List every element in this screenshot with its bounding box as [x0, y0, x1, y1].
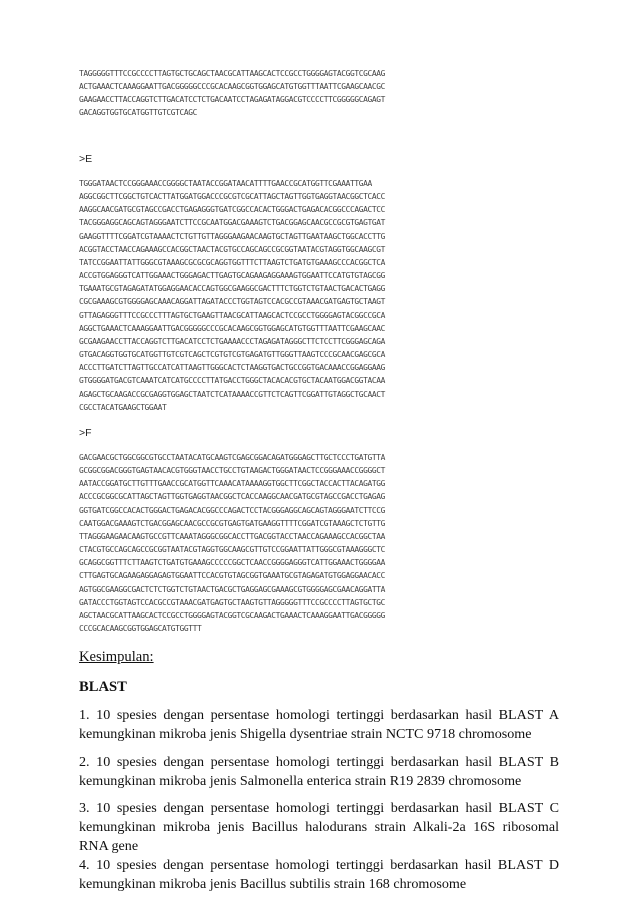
sequence-line: TACGGGAGGCAGCAGTAGGGAATCTTCCGCAATGGACGAAAGTCTGACGGAGCAACGCCGCGTGAGTGAT — [79, 218, 385, 228]
conclusion-item-4: 4. 10 spesies dengan persentase homologi tertinggi berdasarkan hasil BLAST D kemungkinan mikroba jenis Bacillus subtilis strain 168 chromosome — [79, 857, 559, 892]
sequence-line: ACGGTACCTAACCAGAAAGCCACGGCTAACTACGTGCCAGCAGCCGCGGTAATACGTAGGTGGCAAGCGT — [79, 244, 385, 254]
sequence-line: CGCGAAAGCGTGGGGAGCAAACAGGATTAGATACCCTGGTAGTCCACGCCGTAAACGATGAGTGCTAAGT — [79, 297, 385, 307]
sequence-line: GACGAACGCTGGCGGCGTGCCTAATACATGCAAGTCGAGCGGACAGATGGGAGCTTGCTCCCTGATGTTA — [79, 453, 385, 462]
conclusion-title: Kesimpulan: — [79, 649, 154, 665]
sequence-line: AGGCTGAAACTCAAAGGAATTGACGGGGGCCCGCACAAGCGGTGGAGCATGTGGTTTAATTCGAAGCAAC — [79, 323, 385, 333]
sequence-line: ACTGAAACTCAAAGGAATTGACGGGGGCCCGCACAAGCGGTGGAGCATGTGGTTTAATTCGAAGCAACGC — [79, 82, 385, 92]
sequence-line: TAGGGGGTTTCCGCCCCTTAGTGCTGCAGCTAACGCATTAAGCACTCCGCCTGGGGAGTACGGTCGCAAG — [79, 69, 385, 78]
section-f-header: >F — [79, 427, 92, 439]
conclusion-item-3: 3. 10 spesies dengan persentase homologi tertinggi berdasarkan hasil BLAST C kemungkinan mikroba jenis Bacillus halodurans strain Alkali-2a 16S ribosomal RNA gene — [79, 800, 559, 854]
sequence-line: GCGAAGAACCTTACCAGGTCTTGACATCCTCTGAAAACCCTAGAGATAGGGCTTCTCCTTCGGGAGCAGA — [79, 336, 385, 346]
sequence-line: CTACGTGCCAGCAGCCGCGGTAATACGTAGGTGGCAAGCGTTGTCCGGAATTATTGGGCGTAAAGGGCTC — [79, 545, 385, 555]
sequence-line: AGTGGCGAAGGCGACTCTCTGGTCTGTAACTGACGCTGAGGAGCGAAAGCGTGGGGAGCGAACAGGATTA — [79, 584, 385, 594]
sequence-line: AATACCGGATGCTTGTTTGAACCGCATGGTTCAAACATAAAAGGTGGCTTCGGCTACCACTTACAGATGG — [79, 479, 385, 489]
sequence-line: GAAGAACCTTACCAGGTCTTGACATCCTCTGACAATCCTAGAGATAGGACGTCCCCTTCGGGGGCAGAGT — [79, 95, 385, 105]
sequence-line: CCCGCACAAGCGGTGGAGCATGTGGTTT — [79, 624, 202, 634]
sequence-line: TATCCGGAATTATTGGGCGTAAAGCGCGCGCAGGTGGTTTCTTAAGTCTGATGTGAAAGCCCACGGCTCA — [79, 257, 385, 267]
sequence-line: GTTAGAGGGTTTCCGCCCTTTAGTGCTGAAGTTAACGCATTAAGCACTCCGCCTGGGGAGTACGGCCGCA — [79, 310, 385, 320]
blast-heading: BLAST — [79, 679, 127, 695]
conclusion-item-2: 2. 10 spesies dengan persentase homologi tertinggi berdasarkan hasil BLAST B kemungkinan mikroba jenis Salmonella enterica strain R19 2839 chromosome — [79, 754, 559, 789]
sequence-line: CAATGGACGAAAGTCTGACGGAGCAACGCCGCGTGAGTGATGAAGGTTTTCGGATCGTAAAGCTCTGTTG — [79, 518, 385, 528]
sequence-line: GTGGGGATGACGTCAAATCATCATGCCCCTTATGACCTGGGCTACACACGTGCTACAATGGACGGTACAA — [79, 376, 385, 386]
sequence-line: TGGGATAACTCCGGGAAACCGGGGCTAATACCGGATAACATTTTGAACCGCATGGTTCGAAATTGAA — [79, 179, 372, 188]
sequence-line: AGAGCTGCAAGACCGCGAGGTGGAGCTAATCTCATAAAACCGTTCTCAGTTCGGATTGTAGGCTGCAACT — [79, 389, 385, 399]
sequence-line: GCGGCGGACGGGTGAGTAACACGTGGGTAACCTGCCTGTAAGACTGGGATAACTCCGGGAAACCGGGGCT — [79, 466, 385, 476]
section-e-header: >E — [79, 153, 93, 165]
sequence-line: GAAGGTTTTCGGATCGTAAAACTCTGTTGTTAGGGAAGAACAAGTGCTAGTTGAATAAGCTGGCACCTTG — [79, 231, 385, 241]
sequence-line: ACCGTGGAGGGTCATTGGAAACTGGGAGACTTGAGTGCAGAAGAGGAAAGTGGAATTCCATGTGTAGCGG — [79, 271, 385, 281]
sequence-line: GATACCCTGGTAGTCCACGCCGTAAACGATGAGTGCTAAGTGTTAGGGGGTTTCCGCCCCTTAGTGCTGC — [79, 597, 385, 607]
sequence-line: AGGCGGCTTCGGCTGTCACTTATGGATGGACCCGCGTCGCATTAGCTAGTTGGTGAGGTAACGGCTCACC — [79, 192, 385, 202]
sequence-line: GTGACAGGTGGTGCATGGTTGTCGTCAGCTCGTGTCGTGAGATGTTGGGTTAAGTCCCGCAACGAGCGCA — [79, 350, 385, 360]
sequence-line: GGTGATCGGCCACACTGGGACTGAGACACGGCCCAGACTCCTACGGGAGGCAGCAGTAGGGAATCTTCCG — [79, 505, 385, 515]
sequence-line: ACCCGCGGCGCATTAGCTAGTTGGTGAGGTAACGGCTCACCAAGGCAACGATGCGTAGCCGACCTGAGAG — [79, 492, 385, 502]
sequence-line: ACCCTTGATCTTAGTTGCCATCATTAAGTTGGGCACTCTAAGGTGACTGCCGGTGACAAACCGGAGGAAG — [79, 363, 385, 373]
sequence-line: TTAGGGAAGAACAAGTGCCGTTCAAATAGGGCGGCACCTTGACGGTACCTAACCAGAAAGCCACGGCTAA — [79, 531, 385, 541]
sequence-line: CGCCTACATGAAGCTGGAAT — [79, 402, 167, 412]
sequence-block-e — [79, 177, 559, 414]
sequence-line: CTTGAGTGCAGAAGAGGAGAGTGGAATTCCACGTGTAGCGGTGAAATGCGTAGAGATGTGGAGGAACACC — [79, 571, 385, 581]
sequence-line: AAGGCAACGATGCGTAGCCGACCTGAGAGGGTGATCGGCCACACTGGGACTGAGACACGGCCCAGACTCC — [79, 205, 385, 215]
sequence-line: GACAGGTGGTGCATGGTTGTCGTCAGC — [79, 108, 198, 118]
sequence-line: TGAAATGCGTAGAGATATGGAGGAACACCAGTGGCGAAGGCGACTTTCTGGTCTGTAACTGACACTGAGG — [79, 284, 385, 294]
sequence-block-f — [79, 451, 559, 635]
conclusion-item-1: 1. 10 spesies dengan persentase homologi tertinggi berdasarkan hasil BLAST A kemungkinan mikroba jenis Shigella dysentriae strain NCTC 9718 chromosome — [79, 707, 559, 742]
sequence-block-top — [79, 67, 559, 120]
sequence-line: AGCTAACGCATTAAGCACTCCGCCTGGGGAGTACGGTCGCAAGACTGAAACTCAAAGGAATTGACGGGGG — [79, 610, 385, 620]
sequence-line: GCAGGCGGTTTCTTAAGTCTGATGTGAAAGCCCCCGGCTCAACCGGGGAGGGTCATTGGAAACTGGGGAA — [79, 558, 385, 568]
